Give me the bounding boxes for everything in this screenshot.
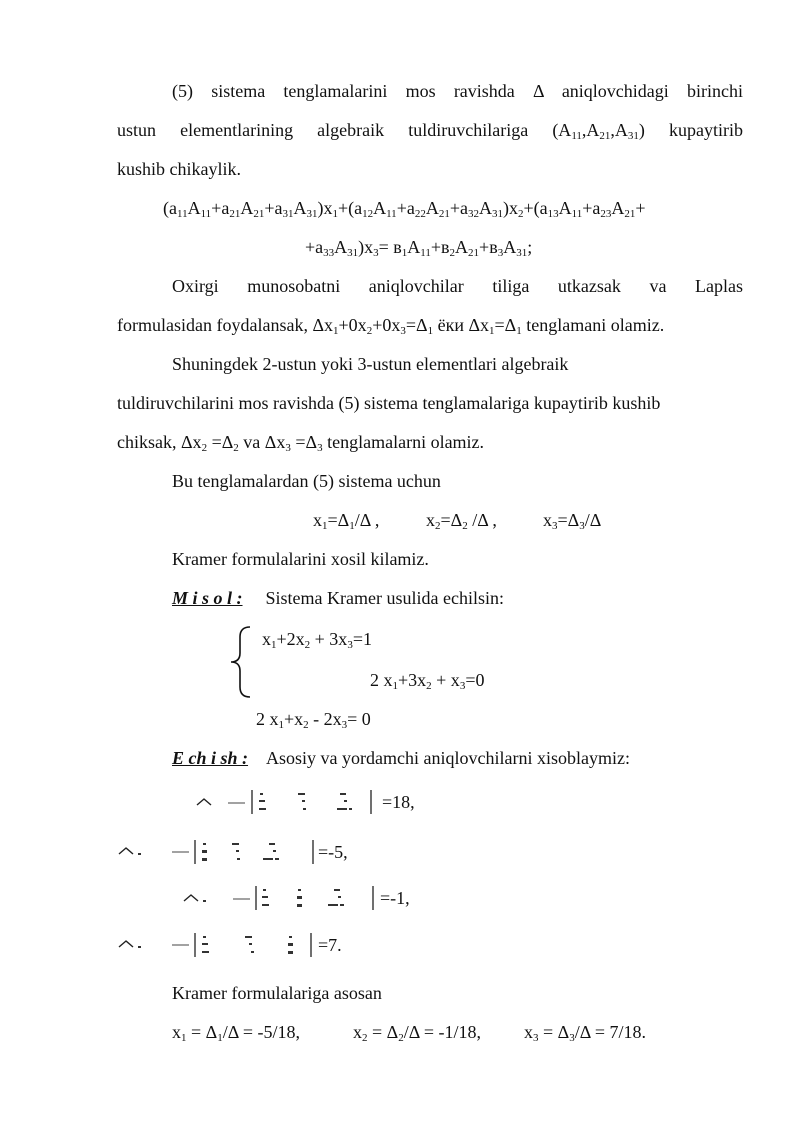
- system-equation-2: 2 $x_1+3x_2 + x_3=0$: [370, 670, 485, 692]
- determinant-delta-image: [195, 786, 385, 818]
- example-label: M i s o l :: [172, 588, 243, 608]
- paragraph-4-line-1: Bu tenglamalardan (5) sistema uchun: [172, 471, 441, 491]
- paragraph-3-line-1: Shuningdek 2-ustun yoki 3-ustun elementlari algebraik: [172, 354, 569, 374]
- paragraph-1-line-3: kushib chikaylik.: [117, 159, 241, 179]
- paragraph-3-line-3: chiksak, $\Delta x_2 =\Delta_2$ va $\Delta x_3 =\Delta_3$ tenglamalarni olamiz.: [117, 432, 485, 454]
- formula-x1: $x_1=\Delta_1/\Delta$ ,: [313, 510, 380, 532]
- solution-heading: [172, 747, 630, 769]
- equation-line-1: $(a_{11}A_{11}+a_{21}A_{21}+a_{31}A_{31})x_1+(a_{12}A_{11}+a_{22}A_{21}+a_{32}A_{31})x_2+(a_{13}A_{11}+a_{23}A_{21}+$: [163, 198, 646, 220]
- solution-label: E ch i sh :: [172, 748, 249, 768]
- answer-x1: $x_1 = \Delta_1/\Delta = -5/18$,: [172, 1022, 300, 1044]
- paragraph-2-line-2: formulasidan foydalansak, $\Delta x_1+0x_2+0x_3=\Delta_1$ ёки $\Delta x_1=\Delta_1$ tenglamani olamiz.: [117, 315, 665, 337]
- determinant-delta-value: =18,: [382, 792, 415, 812]
- paragraph-1-line-2: ustun elementlarining algebraik tuldiruvchilariga $(A_{11},A_{21},A_{31})$ kupaytirib: [117, 120, 743, 142]
- formula-x2: $x_2=\Delta_2$ /Δ ,: [426, 510, 497, 532]
- system-equation-3: 2 $x_1+x_2 - 2x_3= 0$: [256, 709, 371, 731]
- determinant-delta1-value: =-5,: [318, 842, 348, 862]
- equation-line-2: $+a_{33}A_{31})x_3= в_1A_{11}+в_2A_{21}+в_3A_{31}$;: [305, 237, 533, 259]
- example-text: Sistema Kramer usulida echilsin:: [265, 588, 504, 608]
- solution-text: Asosiy va yordamchi aniqlovchilarni xisoblaymiz:: [266, 748, 630, 768]
- example-heading: [172, 587, 504, 609]
- determinant-delta3-image: [117, 929, 317, 961]
- determinant-delta1-image: [117, 836, 317, 868]
- paragraph-3-line-2: tuldiruvchilarini mos ravishda (5) sistema tenglamalariga kupaytirib kushib: [117, 393, 661, 413]
- paragraph-2-line-1: Oxirgi munosobatni aniqlovchilar tiliga utkazsak va Laplas: [172, 276, 743, 296]
- answer-x3: $x_3 = \Delta_3/\Delta = 7/18$.: [524, 1022, 646, 1044]
- paragraph-1-line-1: (5) sistema tenglamalarini mos ravishda Δ aniqlovchidagi birinchi: [172, 81, 743, 101]
- determinant-delta2-value: =-1,: [380, 888, 410, 908]
- system-equation-1: $x_1+2x_2 + 3x_3=1$: [262, 629, 372, 651]
- paragraph-6-line-1: Kramer formulalariga asosan: [172, 983, 382, 1003]
- paragraph-5-line-1: Kramer formulalarini xosil kilamiz.: [172, 549, 429, 569]
- formula-x3: $x_3=\Delta_3/\Delta$: [543, 510, 602, 532]
- determinant-delta2-image: [182, 882, 378, 914]
- system-brace: [226, 625, 254, 699]
- answer-x2: $x_2 = \Delta_2/\Delta = -1/18$,: [353, 1022, 481, 1044]
- determinant-delta3-value: =7.: [318, 935, 342, 955]
